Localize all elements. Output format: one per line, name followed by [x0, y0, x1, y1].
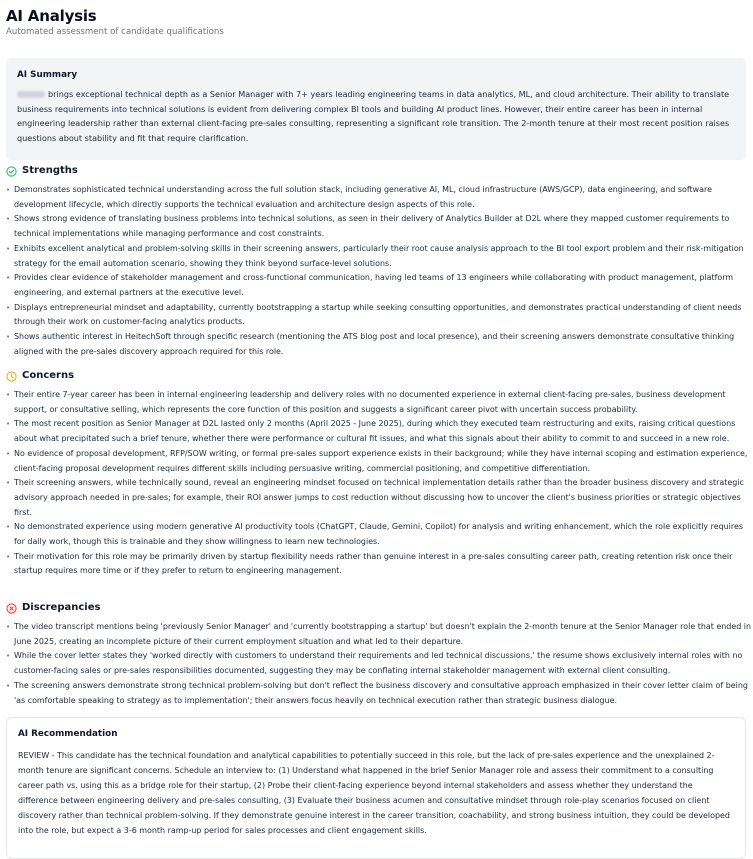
discrepancies-header: [6, 601, 751, 615]
ai-recommendation-title: AI Recommendation: [18, 729, 118, 739]
list-item: • Displays entrepreneurial mindset and adaptability, currently bootstrapping a startup while seeking consulting opportunities, and demonstrates practical understanding of client needs through their work on customer-facing analytics products.: [6, 301, 751, 330]
ai-analysis-panel: [6, 7, 752, 835]
discrepancies-section: [6, 601, 751, 708]
ai-summary-body: [17, 87, 735, 146]
list-item: • Provides clear evidence of stakeholder management and cross-functional communication, having led teams of 13 engineers while collaborating with product management, platform engineering, and external partners at the executive level.: [6, 271, 751, 300]
check-circle-icon: [6, 166, 17, 177]
list-item: • The screening answers demonstrate strong technical problem-solving but don't reflect the business discovery and consultative approach emphasized in their cover letter claim of being 'as comfortable speaking to strategy as to implementation'; their answers focus heavily on technical execution rather than strategic business dialogue.: [6, 679, 751, 708]
list-item: • No demonstrated experience using modern generative AI productivity tools (ChatGPT, Claude, Gemini, Copilot) for analysis and writing enhancement, which the role explicitly requires for daily work, though this is trainable and they show willingness to learn new technologies.: [6, 520, 751, 549]
ai-summary-card: [6, 58, 746, 160]
redacted-name: [17, 91, 45, 98]
strengths-label: Strengths: [22, 165, 78, 176]
list-item: • While the cover letter states they 'worked directly with customers to understand their requirements and led technical discussions,' the resume shows exclusively internal roles with no customer-facing sales or pre-sales responsibilities documented, suggesting they may be conflating internal stakeholder management with external client consulting.: [6, 649, 751, 678]
concerns-header: [6, 369, 751, 383]
concerns-label: Concerns: [22, 370, 75, 381]
ai-summary-text: brings exceptional technical depth as a Senior Manager with 7+ years leading engineering teams in data analytics, ML, and cloud architecture. Their ability to translate business requirements into technical solutions is evident from delivering complex BI tools and building AI product lines. However, their entire career has been in internal engineering leadership rather than external client-facing pre-sales consulting, representing a significant role transition. The 2-month tenure at their most recent position raises questions about stability and fit that require clarification.: [17, 89, 730, 144]
concerns-section: [6, 369, 751, 579]
ai-summary-title: AI Summary: [17, 70, 78, 80]
discrepancies-label: Discrepancies: [22, 602, 101, 613]
list-item: • Their motivation for this role may be primarily driven by startup flexibility needs rather than genuine interest in a pre-sales consulting career path, creating retention risk once their startup requires more time or if they prefer to return to engineering management.: [6, 550, 751, 579]
list-item: • Demonstrates sophisticated technical understanding across the full solution stack, including generative AI, ML, cloud infrastructure (AWS/GCP), data engineering, and software development lifecycle, which directly supports the technical evaluation and architecture design aspects of this role.: [6, 183, 751, 212]
list-item: • Their entire 7-year career has been in internal engineering leadership and delivery roles with no documented experience in external client-facing pre-sales, business development support, or consultative selling, which represents the core function of this position and suggests a significant career pivot with uncertain success probability.: [6, 388, 751, 417]
clock-icon: [6, 371, 17, 382]
x-circle-icon: [6, 603, 17, 614]
strengths-header: [6, 164, 751, 178]
concerns-list: [6, 388, 751, 579]
list-item: • Shows authentic interest in HeitechSoft through specific research (mentioning the ATS blog post and local presence), and their screening answers demonstrate consultative thinking aligned with the pre-sales discovery approach required for this role.: [6, 330, 751, 359]
page-subtitle: Automated assessment of candidate qualifications: [6, 27, 224, 37]
list-item: • The video transcript mentions being 'previously Senior Manager' and 'currently bootstrapping a startup' but doesn't explain the 2-month tenure at the Senior Manager role that ended in June 2025, creating an incomplete picture of their current employment situation and what led to their departure.: [6, 620, 751, 649]
list-item: • Their screening answers, while technically sound, reveal an engineering mindset focused on technical implementation details rather than the broader business discovery and strategic advisory approach needed in pre-sales; for example, their ROI answer jumps to cost reduction without discussing how to uncover the client's business priorities or strategic objectives first.: [6, 476, 751, 520]
strengths-section: [6, 164, 751, 359]
list-item: • Exhibits excellent analytical and problem-solving skills in their screening answers, particularly their root cause analysis approach to the BI tool export problem and their risk-mitigation strategy for the email automation scenario, showing they think beyond surface-level solutions.: [6, 242, 751, 271]
ai-recommendation-card: [6, 717, 746, 859]
list-item: • No evidence of proposal development, RFP/SOW writing, or formal pre-sales support experience exists in their background; while they have internal scoping and estimation experience, client-facing proposal development requires different skills including persuasive writing, commercial positioning, and competitive differentiation.: [6, 447, 751, 476]
ai-recommendation-text: REVIEW - This candidate has the technical foundation and analytical capabilities to potentially succeed in this role, but the lack of pre-sales experience and the unexplained 2-month tenure are significant concerns. Schedule an interview to: (1) Understand what happened in the brief Senior Manager role and assess their commitment to a consulting career path vs. using this as a bridge role for their startup, (2) Probe their client-facing experience beyond internal stakeholders and assess whether they understand the difference between engineering delivery and pre-sales consulting, (3) Evaluate their business acumen and consultative mindset through role-play scenarios focused on client discovery rather than technical problem-solving. If they demonstrate genuine interest in the career transition, coachability, and strong business intuition, they could be developed into the role, but expect a 3-6 month ramp-up period for sales processes and client engagement skills.: [18, 751, 730, 835]
list-item: • The most recent position as Senior Manager at D2L lasted only 2 months (April 2025 - June 2025), during which they executed team restructuring and exits, raising critical questions about what precipitated such a brief tenure, whether there were performance or cultural fit issues, and what this signals about their ability to commit to and succeed in a new role.: [6, 417, 751, 446]
page-title: AI Analysis: [6, 7, 97, 25]
discrepancies-list: [6, 620, 751, 708]
strengths-list: [6, 183, 751, 359]
list-item: • Shows strong evidence of translating business problems into technical solutions, as seen in their delivery of Analytics Builder at D2L where they mapped customer requirements to technical implementations while managing performance and cost constraints.: [6, 212, 751, 241]
